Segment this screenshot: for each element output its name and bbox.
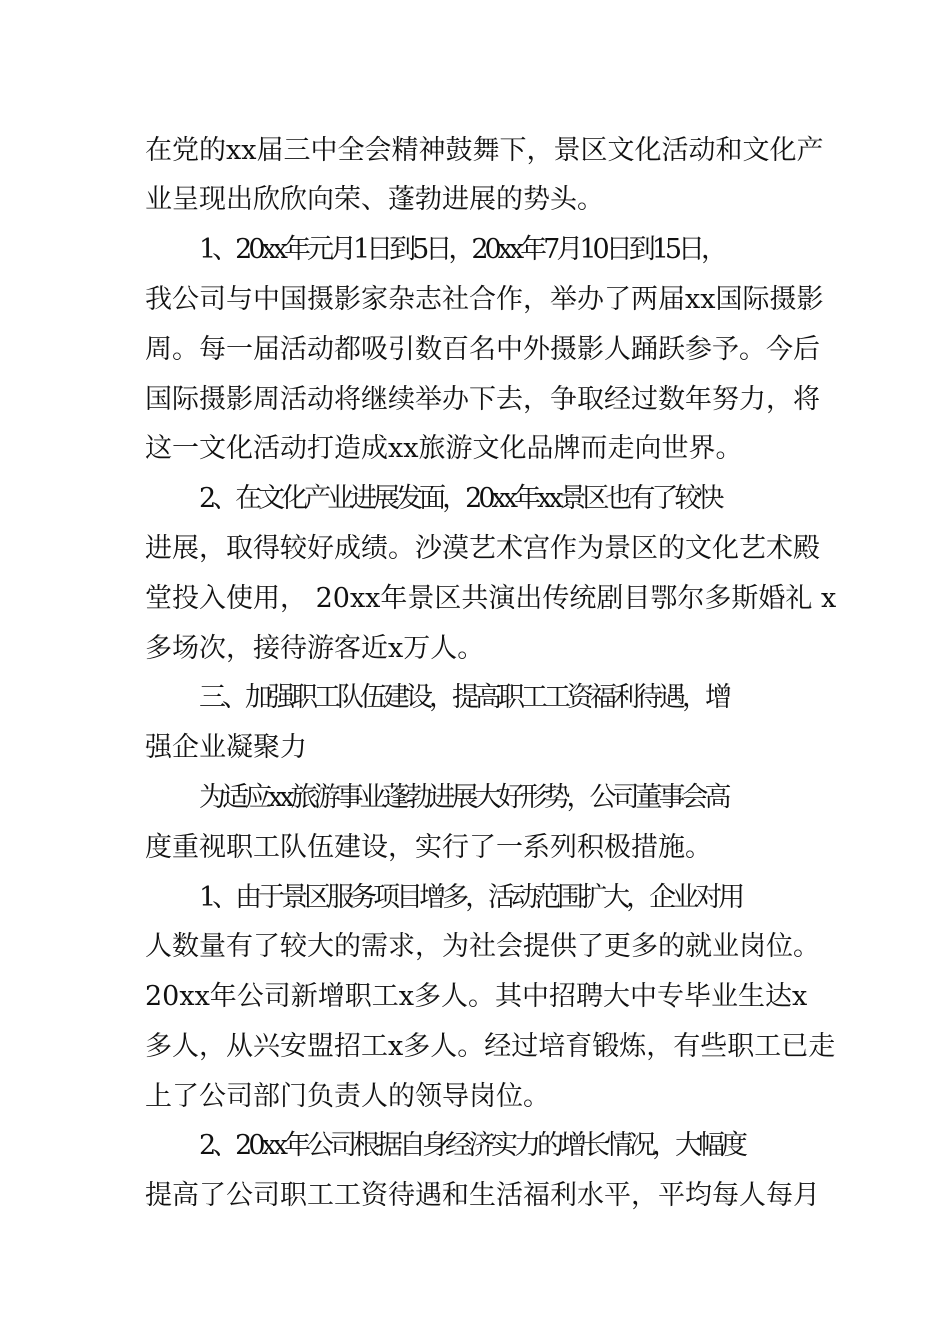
text-line: 上了公司部门负责人的领导岗位。 (145, 1081, 550, 1112)
text-line: 国际摄影周活动将继续举办下去，争取经过数年努力，将 (145, 384, 820, 415)
text-line: 20xx年公司新增职工x多人。其中招聘大中专毕业生达x (145, 981, 808, 1012)
text-line: 1、20xx年元月1日到5日，20xx年7月10日到15日， (199, 234, 725, 265)
text-line: 我公司与中国摄影家杂志社合作，举办了两届xx国际摄影 (145, 284, 824, 315)
section-heading-line: 三、加强职工队伍建设，提高职工工资福利待遇，增 (199, 682, 728, 713)
text-line: 为适应xx旅游事业蓬勃进展大好形势，公司董事会高 (199, 782, 728, 813)
text-line: 堂投入使用， 20xx年景区共演出传统剧目鄂尔多斯婚礼 x (145, 583, 837, 614)
text-line: 人数量有了较大的需求，为社会提供了更多的就业岗位。 (145, 931, 820, 962)
text-line: 多场次，接待游客近x万人。 (145, 633, 485, 664)
text-line: 进展，取得较好成绩。沙漠艺术宫作为景区的文化艺术殿 (145, 533, 820, 564)
text-line: 在党的xx届三中全会精神鼓舞下，景区文化活动和文化产 (145, 135, 824, 166)
text-line: 2、20xx年公司根据自身经济实力的增长情况，大幅度 (199, 1130, 744, 1161)
text-line: 度重视职工队伍建设，实行了一系列积极措施。 (145, 832, 712, 863)
section-heading-line: 强企业凝聚力 (145, 732, 307, 763)
text-line: 2、在文化产业进展发面，20xx年xx景区也有了较快 (199, 483, 721, 514)
text-line: 提高了公司职工工资待遇和生活福利水平，平均每人每月 (145, 1180, 820, 1211)
text-line: 这一文化活动打造成xx旅游文化品牌而走向世界。 (145, 433, 743, 464)
text-line: 业呈现出欣欣向荣、蓬勃进展的势头。 (145, 184, 604, 215)
text-line: 周。每一届活动都吸引数百名中外摄影人踊跃参予。今后 (145, 334, 820, 365)
text-line: 多人，从兴安盟招工x多人。经过培育锻炼，有些职工已走 (145, 1031, 836, 1062)
text-line: 1、由于景区服务项目增多，活动范围扩大，企业对用 (199, 882, 742, 913)
